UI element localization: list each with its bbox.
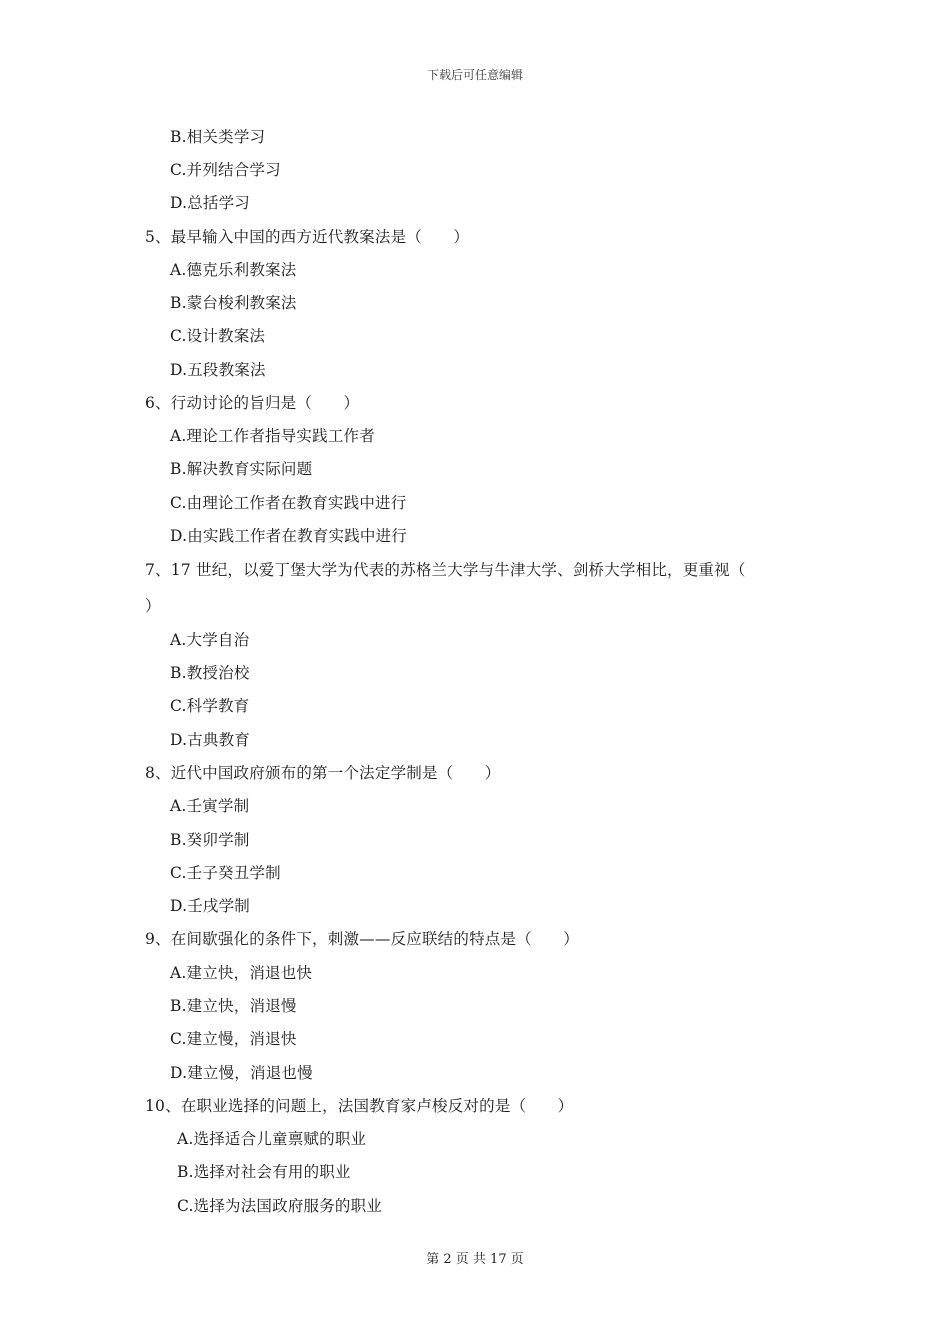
option-line: C.选择为法国政府服务的职业: [177, 1197, 383, 1215]
option-line: D.由实践工作者在教育实践中进行: [170, 527, 408, 545]
option-line: B.教授治校: [170, 664, 250, 682]
option-line: A.选择适合儿童禀赋的职业: [177, 1130, 367, 1148]
question-line: 7、17 世纪，以爱丁堡大学为代表的苏格兰大学与牛津大学、剑桥大学相比，更重视（: [145, 561, 746, 579]
question-line: ）: [145, 597, 161, 615]
question-line: 9、在间歇强化的条件下，刺激——反应联结的特点是（ ）: [145, 930, 579, 948]
option-line: D.建立慢，消退也慢: [170, 1064, 313, 1082]
option-line: D.壬戌学制: [170, 897, 251, 915]
option-line: C.科学教育: [170, 697, 250, 715]
option-line: B.癸卯学制: [170, 831, 250, 849]
option-line: B.建立快，消退慢: [170, 997, 297, 1015]
option-line: D.总括学习: [170, 194, 251, 212]
option-line: A.壬寅学制: [170, 797, 250, 815]
option-line: C.设计教案法: [170, 327, 266, 345]
option-line: A.建立快，消退也快: [170, 964, 313, 982]
option-line: C.由理论工作者在教育实践中进行: [170, 494, 407, 512]
question-line: 5、最早输入中国的西方近代教案法是（ ）: [145, 228, 470, 246]
option-line: B.蒙台梭利教案法: [170, 294, 297, 312]
question-line: 6、行动讨论的旨归是（ ）: [145, 394, 360, 412]
option-line: A.德克乐利教案法: [170, 261, 297, 279]
option-line: D.古典教育: [170, 731, 251, 749]
option-line: C.壬子癸丑学制: [170, 864, 281, 882]
question-line: 8、近代中国政府颁布的第一个法定学制是（ ）: [145, 764, 501, 782]
option-line: C.建立慢，消退快: [170, 1030, 297, 1048]
page-footer: 第 2 页 共 17 页: [426, 1252, 524, 1267]
option-line: B.相关类学习: [170, 128, 266, 146]
question-line: 10、在职业选择的问题上，法国教育家卢梭反对的是（ ）: [145, 1097, 574, 1115]
option-line: A.理论工作者指导实践工作者: [170, 427, 375, 445]
page-header: 下载后可任意编辑: [426, 68, 523, 82]
option-line: A.大学自治: [170, 631, 250, 649]
option-line: B.选择对社会有用的职业: [177, 1163, 351, 1181]
option-line: B.解决教育实际问题: [170, 460, 313, 478]
option-line: D.五段教案法: [170, 361, 266, 379]
option-line: C.并列结合学习: [170, 161, 281, 179]
